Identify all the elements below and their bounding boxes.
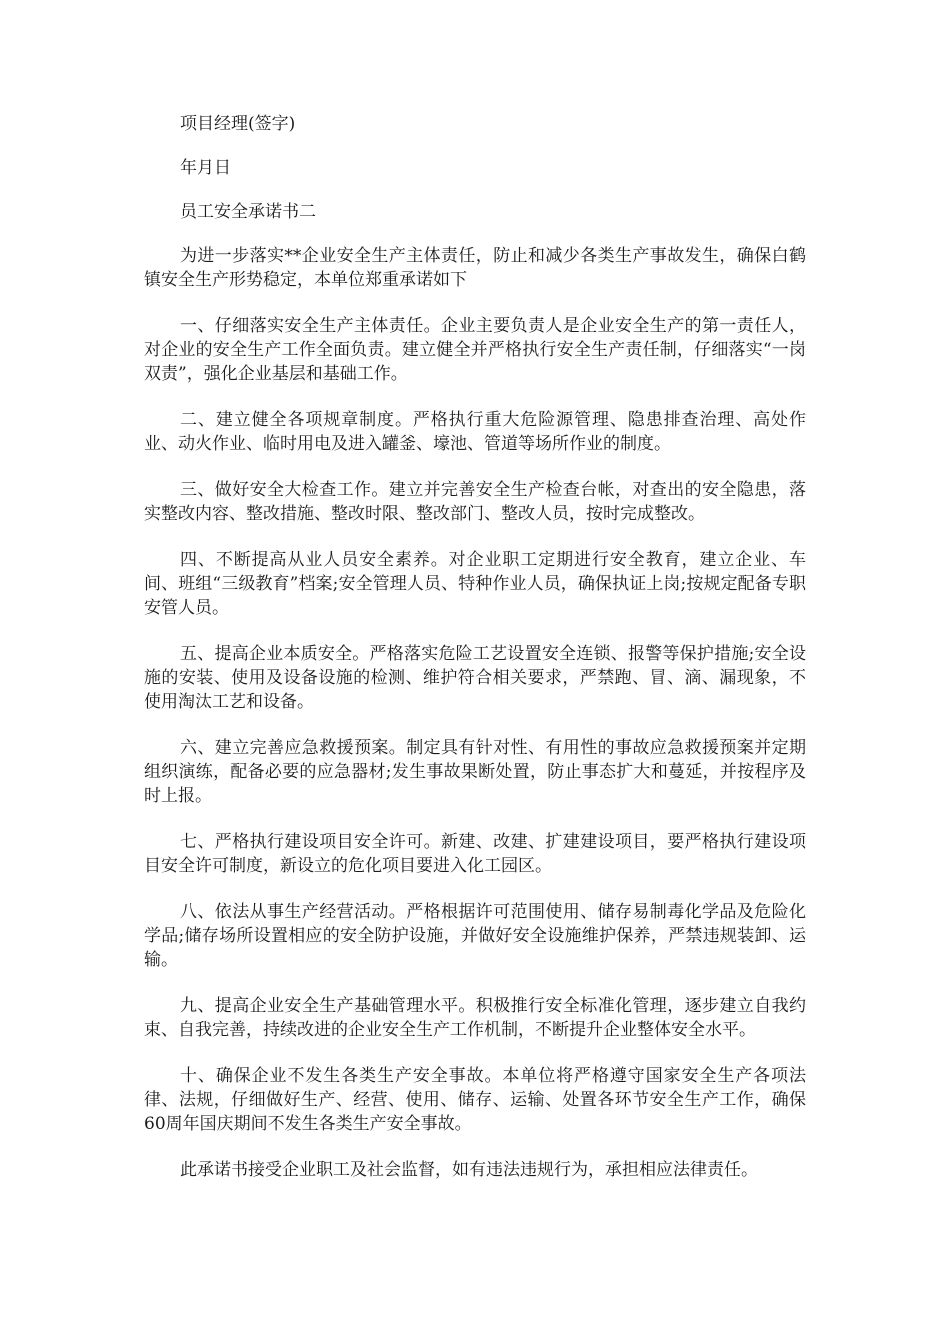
paragraph-item-8: 八、依法从事生产经营活动。严格根据许可范围使用、储存易制毒化学品及危险化学品;储存场所设置相应的安全防护设施，并做好安全设施维护保养，严禁违规装卸、运输。 [144,902,806,970]
date-line: 年月日 [180,158,231,178]
document-body [144,112,806,1204]
paragraph-closing: 此承诺书接受企业职工及社会监督，如有违法违规行为，承担相应法律责任。 [180,1160,758,1180]
paragraph-item-3: 三、做好安全大检查工作。建立并完善安全生产检查台帐，对查出的安全隐患，落实整改内容、整改措施、整改时限、整改部门、整改人员，按时完成整改。 [144,480,806,524]
paragraph-item-9: 九、提高企业安全生产基础管理水平。积极推行安全标准化管理，逐步建立自我约束、自我完善，持续改进的企业安全生产工作机制，不断提升企业整体安全水平。 [144,996,806,1040]
paragraph-item-1: 一、仔细落实安全生产主体责任。企业主要负责人是企业安全生产的第一责任人，对企业的安全生产工作全面负责。建立健全并严格执行安全生产责任制，仔细落实“一岗双责”，强化企业基层和基础工作。 [144,316,806,384]
signature-line: 项目经理(签字) [180,114,296,134]
paragraph-intro: 为进一步落实**企业安全生产主体责任，防止和减少各类生产事故发生，确保白鹤镇安全生产形势稳定，本单位郑重承诺如下 [144,246,806,290]
paragraph-item-5: 五、提高企业本质安全。严格落实危险工艺设置安全连锁、报警等保护措施;安全设施的安装、使用及设备设施的检测、维护符合相关要求，严禁跑、冒、滴、漏现象，不使用淘汰工艺和设备。 [144,644,806,712]
paragraph-item-4: 四、不断提高从业人员安全素养。对企业职工定期进行安全教育，建立企业、车间、班组“三级教育”档案;安全管理人员、特种作业人员，确保执证上岗;按规定配备专职安管人员。 [144,550,806,618]
paragraph-item-7: 七、严格执行建设项目安全许可。新建、改建、扩建建设项目，要严格执行建设项目安全许可制度，新设立的危化项目要进入化工园区。 [144,832,806,876]
document-heading: 员工安全承诺书二 [180,202,316,222]
paragraph-item-6: 六、建立完善应急救援预案。制定具有针对性、有用性的事故应急救援预案并定期组织演练，配备必要的应急器材;发生事故果断处置，防止事态扩大和蔓延，并按程序及时上报。 [144,738,806,806]
paragraph-item-10: 十、确保企业不发生各类生产安全事故。本单位将严格遵守国家安全生产各项法律、法规，仔细做好生产、经营、使用、储存、运输、处置各环节安全生产工作，确保60周年国庆期间不发生各类生产安全事故。 [144,1066,806,1134]
paragraph-item-2: 二、建立健全各项规章制度。严格执行重大危险源管理、隐患排查治理、高处作业、动火作业、临时用电及进入罐釜、壕池、管道等场所作业的制度。 [144,410,806,454]
